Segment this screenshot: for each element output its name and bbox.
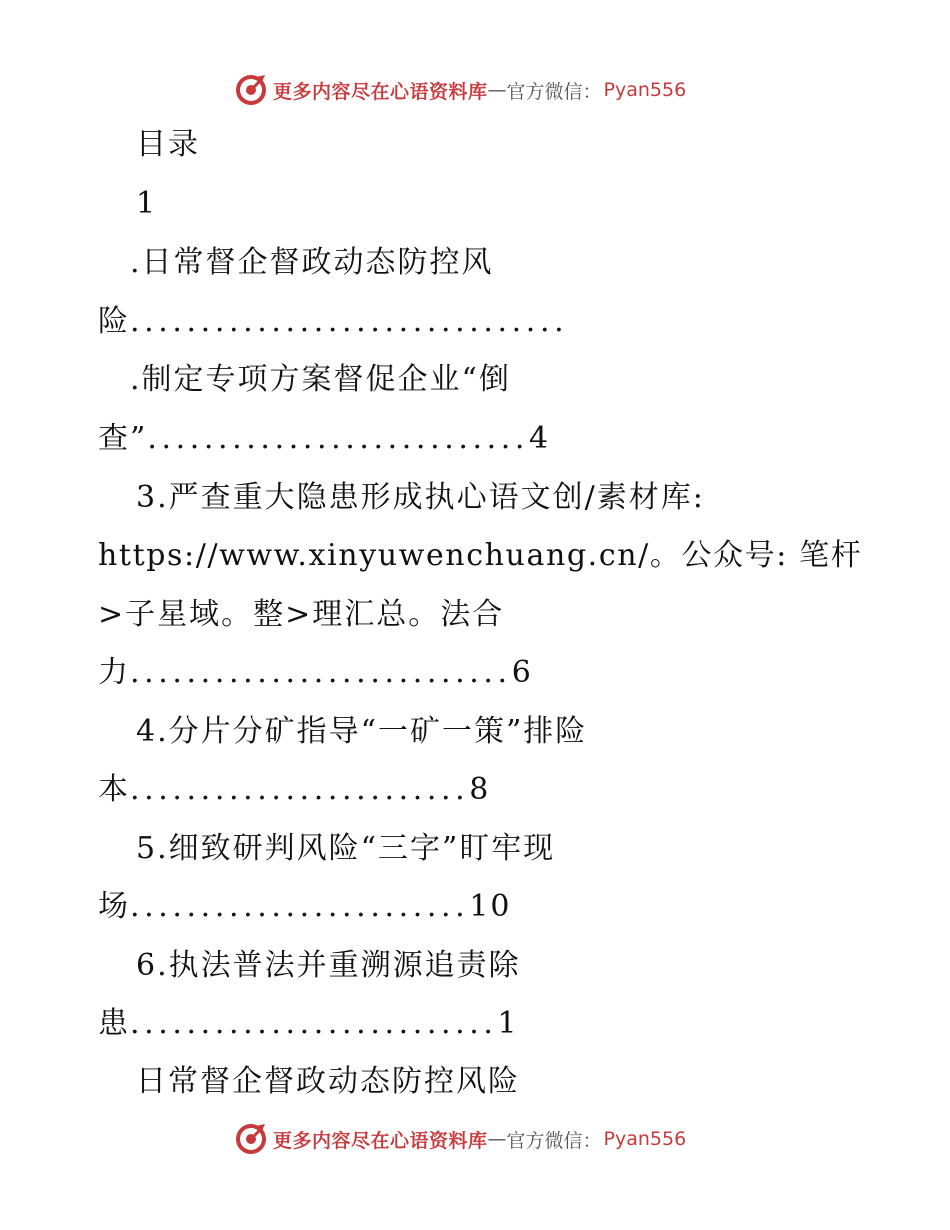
- watermark-contact: Pyan556: [603, 79, 687, 101]
- watermark-official-label: 官方微信：: [506, 1129, 602, 1152]
- toc-entry-3-tail: 力: [98, 655, 130, 690]
- toc-entry-3-line[interactable]: [98, 655, 950, 691]
- toc-entry-4-line[interactable]: [98, 772, 950, 808]
- toc-entry-2-dots: ...........................: [147, 421, 530, 456]
- watermark-banner-bottom: [234, 1121, 686, 1157]
- watermark-contact: Pyan556: [603, 1128, 687, 1150]
- toc-entry-3-head: 3.严查重大隐患形成执心语文创/素材库:: [136, 480, 705, 515]
- toc-entry-1-tail: 险: [98, 304, 130, 339]
- toc-entry-2-page: 4: [529, 421, 551, 456]
- toc-entry-5-dots: ........................: [130, 889, 470, 924]
- toc-entry-1-head: .日常督企督政动态防控风: [130, 245, 494, 280]
- toc-entry-5-head: 5.细致研判风险“三字”盯牢现: [136, 831, 556, 866]
- toc-entry-5-page: 10: [469, 889, 512, 924]
- toc-entry-6-dots: ..........................: [130, 1006, 498, 1041]
- toc-entry-2-head: .制定专项方案督促企业“倒: [130, 362, 511, 397]
- toc-entry-3-url-line: https://www.xinyuwenchuang.cn/。公众号: 笔杆: [98, 538, 863, 573]
- logo-icon: [234, 1122, 268, 1156]
- toc-entry-2-tail: 查”: [98, 421, 148, 456]
- watermark-dash: —: [487, 1128, 507, 1150]
- toc-entry-3-page: 6: [511, 655, 533, 690]
- toc-entry-6-tail: 患: [98, 1006, 130, 1041]
- toc-entry-4-dots: ........................: [130, 772, 470, 807]
- toc-entry-6-head: 6.执法普法并重溯源追责除: [136, 948, 521, 983]
- watermark-dash: —: [487, 79, 507, 101]
- toc-entry-3-dots: ...........................: [130, 655, 512, 690]
- toc-entry-6-page: 1: [497, 1006, 519, 1041]
- watermark-main-text: 更多内容尽在心语资料库: [273, 80, 488, 103]
- toc-entry-4-head: 4.分片分矿指导“一矿一策”排险: [136, 714, 588, 749]
- toc-entry-1-dots: ...............................: [130, 304, 569, 339]
- toc-entry-3-extra-line: >子星域。整>理汇总。法合: [98, 597, 505, 632]
- section-heading: 日常督企督政动态防控风险: [136, 1064, 520, 1099]
- toc-number-1: 1: [136, 186, 158, 221]
- logo-icon: [234, 73, 268, 107]
- toc-entry-2-line[interactable]: [98, 421, 950, 457]
- toc-entry-5-line[interactable]: [98, 889, 950, 925]
- watermark-official-label: 官方微信：: [506, 80, 602, 103]
- toc-entry-4-tail: 本: [98, 772, 130, 807]
- watermark-banner-top: [234, 72, 686, 108]
- toc-title: 目录: [136, 127, 200, 162]
- toc-entry-6-line[interactable]: [98, 1006, 950, 1042]
- toc-entry-1-line[interactable]: [98, 304, 950, 340]
- watermark-main-text: 更多内容尽在心语资料库: [273, 1129, 488, 1152]
- toc-entry-4-page: 8: [469, 772, 491, 807]
- toc-entry-5-tail: 场: [98, 889, 130, 924]
